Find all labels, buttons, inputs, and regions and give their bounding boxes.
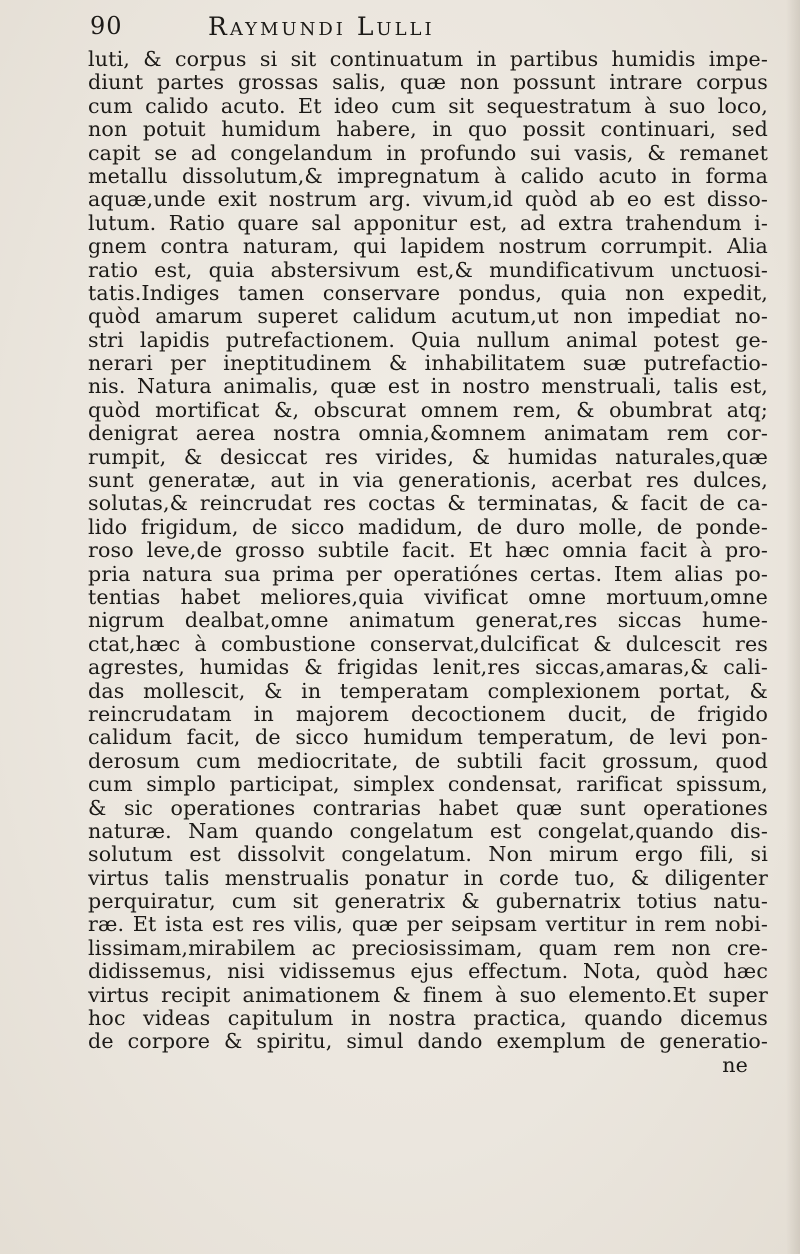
text-line: lissimam,mirabilem ac preciosissimam, quam rem non cre- bbox=[88, 936, 768, 960]
text-line: didissemus, nisi vidissemus ejus effectum. Nota, quòd hæc bbox=[88, 960, 768, 984]
text-line: quòd amarum superet calidum acutum,ut non impediat no- bbox=[88, 305, 768, 329]
text-line: solutum est dissolvit congelatum. Non mirum ergo fili, si bbox=[88, 843, 768, 867]
text-line: reincrudatam in majorem decoctionem ducit, de frigido bbox=[88, 702, 768, 726]
page-edge-shadow bbox=[786, 0, 800, 1254]
catchword: ne bbox=[722, 1053, 748, 1077]
text-line: lutum. Ratio quare sal apponitur est, ad extra trahendum i- bbox=[88, 211, 768, 235]
text-line: de corpore & spiritu, simul dando exemplum de generatio- bbox=[88, 1030, 768, 1054]
page-number: 90 bbox=[90, 12, 123, 40]
text-line: quòd mortificat &, obscurat omnem rem, & obumbrat atq; bbox=[88, 398, 768, 422]
page-header bbox=[90, 12, 650, 42]
text-line: das mollescit, & in temperatam complexionem portat, & bbox=[88, 679, 768, 703]
text-line: non potuit humidum habere, in quo possit continuari, sed bbox=[88, 118, 768, 142]
text-line: virtus recipit animationem & finem à suo elemento.Et super bbox=[88, 983, 768, 1007]
text-line: nerari per ineptitudinem & inhabilitatem suæ putrefactio- bbox=[88, 352, 768, 376]
text-line: derosum cum mediocritate, de subtili facit grossum, quod bbox=[88, 749, 768, 773]
text-line: cum simplo participat, simplex condensat, rarificat spissum, bbox=[88, 773, 768, 797]
text-line: virtus talis menstrualis ponatur in corde tuo, & diligenter bbox=[88, 866, 768, 890]
text-line: agrestes, humidas & frigidas lenit,res siccas,amaras,& cali- bbox=[88, 656, 768, 680]
text-line: stri lapidis putrefactionem. Quia nullum animal potest ge- bbox=[88, 328, 768, 352]
text-line: tatis.Indiges tamen conservare pondus, quia non expedit, bbox=[88, 281, 768, 305]
text-line: ctat,hæc à combustione conservat,dulcificat & dulcescit res bbox=[88, 632, 768, 656]
text-line: sunt generatæ, aut in via generationis, acerbat res dulces, bbox=[88, 469, 768, 493]
text-line: naturæ. Nam quando congelatum est congelat,quando dis- bbox=[88, 819, 768, 843]
text-line: lido frigidum, de sicco madidum, de duro molle, de ponde- bbox=[88, 515, 768, 539]
text-line: metallu dissolutum,& impregnatum à calido acuto in forma bbox=[88, 164, 768, 188]
text-line: rumpit, & desiccat res virides, & humidas naturales,quæ bbox=[88, 445, 768, 469]
text-line: tentias habet meliores,quia vivificat omne mortuum,omne bbox=[88, 585, 768, 609]
text-line: nigrum dealbat,omne animatum generat,res siccas humе- bbox=[88, 609, 768, 633]
text-line: roso leve,de grosso subtile facit. Et hæc omnia facit à pro- bbox=[88, 539, 768, 563]
text-line: cum calido acuto. Et ideo cum sit sequestratum à suo loco, bbox=[88, 94, 768, 118]
running-head: Raymundi Lulli bbox=[208, 12, 435, 41]
text-line: nis. Natura animalis, quæ est in nostro menstruali, talis est, bbox=[88, 375, 768, 399]
text-line: ratio est, quia abstersivum est,& mundificativum unctuosi- bbox=[88, 258, 768, 282]
text-line: aquæ,unde exit nostrum arg. vivum,id quòd ab eo est disso- bbox=[88, 188, 768, 212]
text-line: calidum facit, de sicco humidum temperatum, de levi pon- bbox=[88, 726, 768, 750]
text-line: hoc videas capitulum in nostra practica, quando dicemus bbox=[88, 1007, 768, 1031]
text-line: & sic operationes contrarias habet quæ sunt operationes bbox=[88, 796, 768, 820]
text-line: ræ. Et ista est res vilis, quæ per seipsam vertitur in rem nobi- bbox=[88, 913, 768, 937]
text-line: perquiratur, cum sit generatrix & gubernatrix totius natu- bbox=[88, 890, 768, 914]
text-line: denigrat aerea nostra omnia,&omnem animatam rem cor- bbox=[88, 422, 768, 446]
body-text bbox=[88, 48, 768, 1077]
text-line: diunt partes grossas salis, quæ non possunt intrare corpus bbox=[88, 71, 768, 95]
text-line: capit se ad congelandum in profundo sui vasis, & remanet bbox=[88, 141, 768, 165]
text-line: luti, & corpus si sit continuatum in partibus humidis impe- bbox=[88, 48, 768, 71]
text-line: gnem contra naturam, qui lapidem nostrum corrumpit. Alia bbox=[88, 235, 768, 259]
text-line: pria natura sua prima per operatiónes certas. Item alias po- bbox=[88, 562, 768, 586]
text-line: solutas,& reincrudat res coctas & terminatas, & facit de ca- bbox=[88, 492, 768, 516]
